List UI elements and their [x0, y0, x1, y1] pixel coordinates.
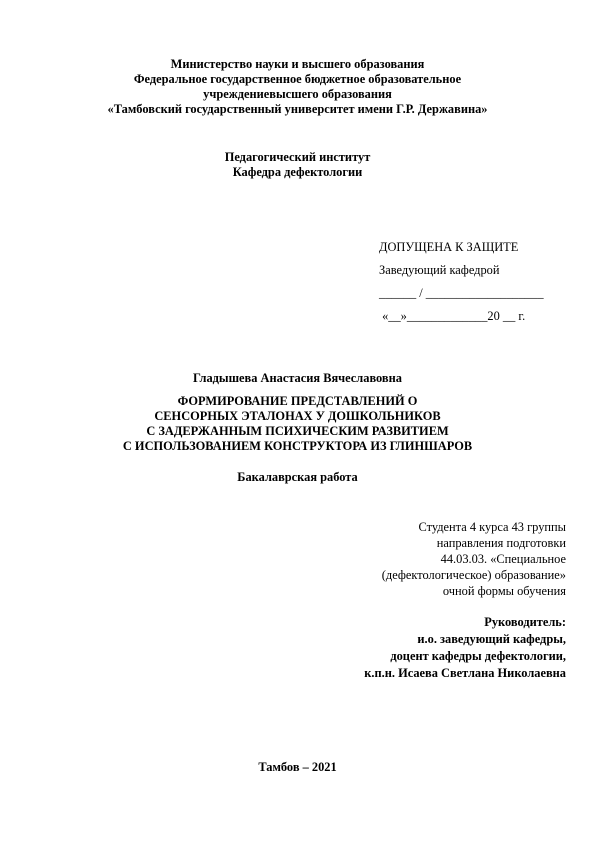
work-type: Бакалаврская работа [237, 470, 358, 484]
student-info-line: 44.03.03. «Специальное [440, 552, 566, 566]
approval-block [379, 236, 544, 328]
ministry-header [0, 57, 595, 117]
city-year: Тамбов – 2021 [258, 760, 337, 774]
thesis-title [0, 394, 595, 454]
thesis-title-line: С ИСПОЛЬЗОВАНИЕМ КОНСТРУКТОРА ИЗ ГЛИНШАРОВ [122, 439, 473, 453]
student-info-line: направления подготовки [436, 536, 566, 550]
institute-name: Педагогический институт [224, 150, 371, 164]
approval-signature-line: ______ / ___________________ [379, 286, 544, 300]
student-info [382, 519, 566, 599]
institute-block [0, 150, 595, 180]
approval-title: ДОПУЩЕНА К ЗАЩИТЕ [379, 240, 519, 254]
student-info-line: Студента 4 курса 43 группы [418, 520, 566, 534]
header-line: учреждениевысшего образования [203, 87, 392, 101]
author-name-block [0, 371, 595, 386]
supervisor-line: к.п.н. Исаева Светлана Николаевна [364, 666, 566, 680]
header-line: «Тамбовский государственный университет имени Г.Р. Державина» [107, 102, 488, 116]
supervisor-line: и.о. заведующий кафедры, [417, 632, 566, 646]
thesis-title-line: С ЗАДЕРЖАННЫМ ПСИХИЧЕСКИМ РАЗВИТИЕМ [146, 424, 449, 438]
student-info-line: (дефектологическое) образование» [381, 568, 566, 582]
supervisor-info [364, 614, 566, 682]
thesis-title-line: СЕНСОРНЫХ ЭТАЛОНАХ У ДОШКОЛЬНИКОВ [154, 409, 441, 423]
header-line: Федеральное государственное бюджетное образовательное [133, 72, 462, 86]
thesis-title-line: ФОРМИРОВАНИЕ ПРЕДСТАВЛЕНИЙ О [177, 394, 418, 408]
supervisor-line: доцент кафедры дефектологии, [390, 649, 566, 663]
supervisor-label: Руководитель: [484, 615, 566, 629]
department-name: Кафедра дефектологии [232, 165, 363, 179]
footer-block [0, 760, 595, 775]
header-line: Министерство науки и высшего образования [170, 57, 425, 71]
student-info-line: очной формы обучения [442, 584, 566, 598]
author-name: Гладышева Анастасия Вячеславовна [193, 371, 402, 385]
approval-date-line: «__»_____________20 __ г. [379, 309, 526, 323]
approval-role: Заведующий кафедрой [379, 263, 500, 277]
work-type-block [0, 470, 595, 485]
